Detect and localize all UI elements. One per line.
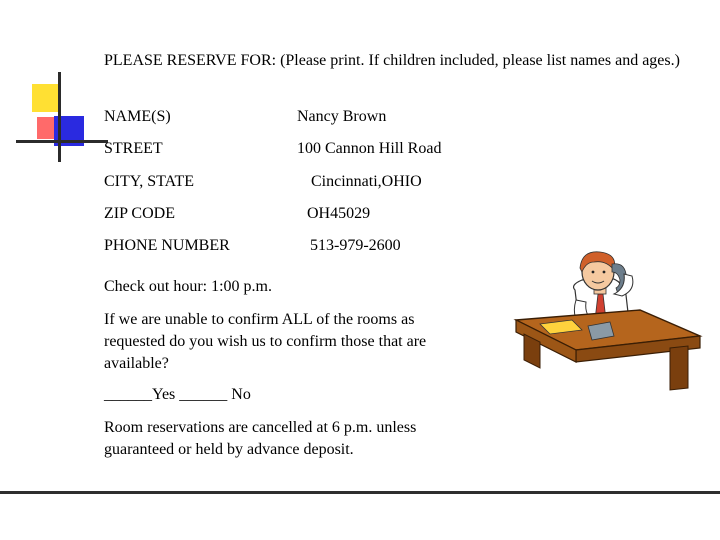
street-value: 100 Cannon Hill Road xyxy=(297,140,442,157)
name-value: Nancy Brown xyxy=(297,108,387,125)
city-state-value: Cincinnati,OHIO xyxy=(311,173,422,190)
cancellation-note: Room reservations are cancelled at 6 p.m. unless guaranteed or held by advance deposit. xyxy=(104,419,417,458)
name-label: NAME(S) xyxy=(104,108,171,125)
phone-number-value: 513-979-2600 xyxy=(310,237,401,254)
city-state-label: CITY, STATE xyxy=(104,173,194,190)
checkout-hour: Check out hour: 1:00 p.m. xyxy=(104,278,272,295)
zip-code-value: OH45029 xyxy=(307,205,371,222)
form-intro: PLEASE RESERVE FOR: (Please print. If children included, please list names and ages.) xyxy=(104,52,680,69)
bottom-divider xyxy=(0,491,720,494)
street-label: STREET xyxy=(104,140,163,157)
zip-code-label: ZIP CODE xyxy=(104,205,175,222)
yes-no-choice: ______Yes ______ No xyxy=(104,386,251,403)
confirm-question: If we are unable to confirm ALL of the rooms as requested do you wish us to confirm those that are available? xyxy=(104,311,427,372)
receptionist-phone-desk-icon xyxy=(510,250,710,400)
phone-number-label: PHONE NUMBER xyxy=(104,237,230,254)
